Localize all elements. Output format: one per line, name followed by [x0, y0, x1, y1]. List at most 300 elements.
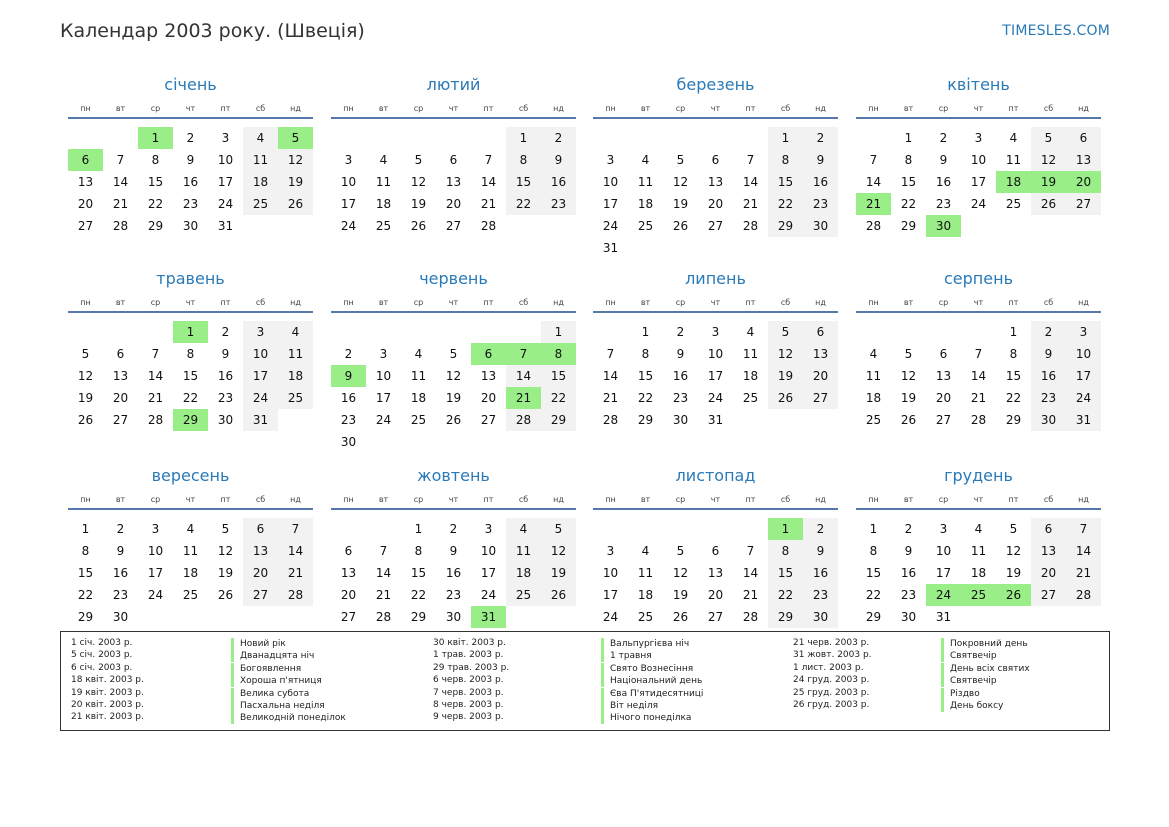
- weekday-label: сб: [780, 495, 791, 504]
- day-cell: 11: [182, 544, 199, 558]
- day-cell: 22: [147, 197, 164, 211]
- day-cell: 25: [637, 610, 654, 624]
- weekday-label: нд: [553, 495, 564, 504]
- day-cell: 12: [1005, 544, 1022, 558]
- day-cell: 23: [112, 588, 129, 602]
- day-cell: 10: [480, 544, 497, 558]
- day-cell: 1: [1009, 325, 1018, 339]
- day-cell: 2: [904, 522, 913, 536]
- day-cell: 20: [77, 197, 94, 211]
- day-cell: 16: [340, 391, 357, 405]
- day-cell: 10: [375, 369, 392, 383]
- day-cell: 18: [506, 562, 541, 584]
- day-cell: 28: [742, 219, 759, 233]
- day-cell: 13: [445, 175, 462, 189]
- day-cell: 4: [186, 522, 195, 536]
- day-cell: 7: [606, 347, 615, 361]
- month-name: березень: [676, 75, 755, 94]
- day-cell: 16: [803, 562, 838, 584]
- holiday-legend: [60, 631, 1110, 731]
- day-cell: 20: [445, 197, 462, 211]
- legend-holiday-name: Великодній понеділок: [231, 712, 346, 724]
- day-cell: 11: [243, 149, 278, 171]
- legend-holiday-name: Єва П'ятидесятниці: [601, 688, 703, 700]
- day-cell: 7: [506, 343, 541, 365]
- day-cell: 13: [803, 343, 838, 365]
- legend-date: 9 черв. 2003 р.: [433, 712, 504, 723]
- legend-holiday-name: День боксу: [941, 700, 1003, 712]
- day-cell: 24: [147, 588, 164, 602]
- day-cell: 2: [939, 131, 948, 145]
- day-cell: 16: [803, 171, 838, 193]
- day-cell: 16: [541, 171, 576, 193]
- day-cell: 28: [147, 413, 164, 427]
- day-cell: 7: [151, 347, 160, 361]
- day-cell: 25: [961, 584, 996, 606]
- day-cell: 30: [803, 215, 838, 237]
- weekday-label: пн: [343, 298, 354, 307]
- day-cell: 14: [375, 566, 392, 580]
- day-cell: 24: [480, 588, 497, 602]
- day-cell: 1: [768, 518, 803, 540]
- day-cell: 9: [541, 149, 576, 171]
- day-cell: 22: [865, 588, 882, 602]
- day-cell: 20: [480, 391, 497, 405]
- legend-holiday-name: Національний день: [601, 675, 702, 687]
- day-cell: 25: [410, 413, 427, 427]
- day-cell: 15: [77, 566, 94, 580]
- day-cell: 13: [1066, 149, 1101, 171]
- day-cell: 21: [112, 197, 129, 211]
- day-cell: 11: [506, 540, 541, 562]
- weekday-label: пт: [220, 298, 231, 307]
- day-cell: 21: [506, 387, 541, 409]
- day-cell: 12: [672, 175, 689, 189]
- day-cell: 3: [344, 153, 353, 167]
- weekday-label: пт: [745, 104, 756, 113]
- day-cell: 23: [900, 588, 917, 602]
- weekday-label: нд: [815, 104, 826, 113]
- day-cell: 5: [221, 522, 230, 536]
- day-cell: 15: [768, 562, 803, 584]
- day-cell: 31: [243, 409, 278, 431]
- day-cell: 27: [480, 413, 497, 427]
- month-divider: [331, 117, 576, 119]
- legend-date: 31 жовт. 2003 р.: [793, 650, 872, 661]
- day-cell: 20: [803, 365, 838, 387]
- day-cell: 13: [340, 566, 357, 580]
- weekday-label: нд: [290, 298, 301, 307]
- day-cell: 16: [182, 175, 199, 189]
- day-cell: 12: [217, 544, 234, 558]
- day-cell: 31: [707, 413, 724, 427]
- legend-date: 1 січ. 2003 р.: [71, 638, 133, 648]
- legend-date: 5 січ. 2003 р.: [71, 650, 133, 661]
- legend-date: 21 квіт. 2003 р.: [71, 712, 144, 723]
- day-cell: 12: [410, 175, 427, 189]
- weekday-label: чт: [710, 495, 721, 504]
- day-cell: 30: [445, 610, 462, 624]
- legend-date: 18 квіт. 2003 р.: [71, 675, 144, 686]
- day-cell: 9: [904, 544, 913, 558]
- day-cell: 5: [676, 544, 685, 558]
- day-cell: 9: [449, 544, 458, 558]
- day-cell: 16: [217, 369, 234, 383]
- day-cell: 24: [926, 584, 961, 606]
- day-cell: 14: [147, 369, 164, 383]
- day-cell: 15: [506, 171, 541, 193]
- day-cell: 23: [1031, 387, 1066, 409]
- day-cell: 2: [221, 325, 230, 339]
- day-cell: 30: [112, 610, 129, 624]
- day-cell: 22: [182, 391, 199, 405]
- day-cell: 29: [541, 409, 576, 431]
- day-cell: 15: [1005, 369, 1022, 383]
- day-cell: 8: [904, 153, 913, 167]
- weekday-label: пт: [220, 495, 231, 504]
- day-cell: 6: [711, 153, 720, 167]
- weekday-label: сб: [780, 104, 791, 113]
- day-cell: 5: [414, 153, 423, 167]
- day-cell: 24: [217, 197, 234, 211]
- day-cell: 28: [506, 409, 541, 431]
- day-cell: 13: [707, 566, 724, 580]
- month-name: січень: [164, 75, 217, 94]
- day-cell: 18: [278, 365, 313, 387]
- day-cell: 25: [375, 219, 392, 233]
- weekday-label: чт: [973, 495, 984, 504]
- day-cell: 6: [803, 321, 838, 343]
- day-cell: 10: [217, 153, 234, 167]
- weekday-label: ср: [150, 298, 161, 307]
- day-cell: 25: [243, 193, 278, 215]
- weekday-label: пн: [868, 298, 879, 307]
- weekday-label: ср: [938, 298, 949, 307]
- day-cell: 5: [449, 347, 458, 361]
- day-cell: 8: [869, 544, 878, 558]
- day-cell: 18: [243, 171, 278, 193]
- legend-date: 1 лист. 2003 р.: [793, 662, 864, 673]
- day-cell: 10: [147, 544, 164, 558]
- day-cell: 22: [637, 391, 654, 405]
- day-cell: 21: [147, 391, 164, 405]
- day-cell: 27: [1031, 584, 1066, 606]
- month-name: листопад: [675, 466, 756, 485]
- month-name: липень: [685, 269, 746, 288]
- day-cell: 12: [768, 343, 803, 365]
- day-cell: 18: [996, 171, 1031, 193]
- day-cell: 20: [935, 391, 952, 405]
- day-cell: 3: [221, 131, 230, 145]
- day-cell: 8: [768, 540, 803, 562]
- day-cell: 5: [1009, 522, 1018, 536]
- legend-date: 21 черв. 2003 р.: [793, 638, 870, 648]
- day-cell: 13: [935, 369, 952, 383]
- day-cell: 15: [637, 369, 654, 383]
- weekday-label: пт: [745, 298, 756, 307]
- weekday-label: пт: [483, 298, 494, 307]
- day-cell: 14: [970, 369, 987, 383]
- weekday-label: вт: [115, 104, 126, 113]
- month-divider: [331, 508, 576, 510]
- day-cell: 14: [1066, 540, 1101, 562]
- day-cell: 19: [541, 562, 576, 584]
- day-cell: 2: [676, 325, 685, 339]
- day-cell: 25: [506, 584, 541, 606]
- day-cell: 14: [278, 540, 313, 562]
- day-cell: 12: [541, 540, 576, 562]
- day-cell: 11: [278, 343, 313, 365]
- weekday-label: вт: [115, 298, 126, 307]
- weekday-label: пн: [80, 298, 91, 307]
- day-cell: 3: [606, 153, 615, 167]
- month-divider: [593, 311, 838, 313]
- day-cell: 27: [707, 610, 724, 624]
- day-cell: 26: [996, 584, 1031, 606]
- day-cell: 28: [1066, 584, 1101, 606]
- day-cell: 25: [182, 588, 199, 602]
- day-cell: 19: [768, 365, 803, 387]
- month-divider: [68, 508, 313, 510]
- day-cell: 3: [974, 131, 983, 145]
- weekday-label: вт: [640, 298, 651, 307]
- day-cell: 10: [602, 566, 619, 580]
- day-cell: 13: [243, 540, 278, 562]
- day-cell: 29: [1005, 413, 1022, 427]
- legend-holiday-name: Нічого понеділка: [601, 712, 691, 724]
- day-cell: 17: [480, 566, 497, 580]
- weekday-label: пн: [605, 495, 616, 504]
- day-cell: 18: [375, 197, 392, 211]
- day-cell: 9: [221, 347, 230, 361]
- day-cell: 30: [803, 606, 838, 628]
- day-cell: 4: [278, 321, 313, 343]
- day-cell: 7: [484, 153, 493, 167]
- day-cell: 6: [116, 347, 125, 361]
- day-cell: 7: [746, 153, 755, 167]
- day-cell: 2: [116, 522, 125, 536]
- day-cell: 13: [480, 369, 497, 383]
- day-cell: 11: [410, 369, 427, 383]
- day-cell: 26: [900, 413, 917, 427]
- day-cell: 3: [243, 321, 278, 343]
- weekday-label: пн: [605, 298, 616, 307]
- day-cell: 20: [340, 588, 357, 602]
- weekday-label: пт: [1008, 104, 1019, 113]
- weekday-label: пт: [483, 495, 494, 504]
- day-cell: 7: [974, 347, 983, 361]
- day-cell: 6: [344, 544, 353, 558]
- weekday-label: пт: [1008, 495, 1019, 504]
- weekday-label: ср: [675, 104, 686, 113]
- day-cell: 14: [480, 175, 497, 189]
- day-cell: 27: [243, 584, 278, 606]
- day-cell: 13: [77, 175, 94, 189]
- day-cell: 19: [278, 171, 313, 193]
- weekday-label: пн: [343, 104, 354, 113]
- day-cell: 1: [173, 321, 208, 343]
- day-cell: 21: [278, 562, 313, 584]
- legend-holiday-name: Дванадцята ніч: [231, 650, 314, 662]
- day-cell: 19: [445, 391, 462, 405]
- day-cell: 24: [602, 219, 619, 233]
- day-cell: 3: [379, 347, 388, 361]
- day-cell: 29: [900, 219, 917, 233]
- day-cell: 9: [676, 347, 685, 361]
- legend-holiday-name: Віт неділя: [601, 700, 658, 712]
- weekday-label: пн: [605, 104, 616, 113]
- day-cell: 19: [217, 566, 234, 580]
- day-cell: 23: [217, 391, 234, 405]
- weekday-label: ср: [150, 104, 161, 113]
- month-name: вересень: [151, 466, 230, 485]
- day-cell: 6: [68, 149, 103, 171]
- day-cell: 10: [707, 347, 724, 361]
- day-cell: 31: [1066, 409, 1101, 431]
- month-name: травень: [156, 269, 225, 288]
- day-cell: 8: [186, 347, 195, 361]
- day-cell: 10: [935, 544, 952, 558]
- day-cell: 8: [768, 149, 803, 171]
- weekday-label: пт: [1008, 298, 1019, 307]
- day-cell: 5: [904, 347, 913, 361]
- weekday-label: чт: [448, 298, 459, 307]
- day-cell: 4: [974, 522, 983, 536]
- weekday-label: вт: [640, 495, 651, 504]
- day-cell: 7: [1066, 518, 1101, 540]
- day-cell: 4: [746, 325, 755, 339]
- day-cell: 23: [182, 197, 199, 211]
- day-cell: 25: [1005, 197, 1022, 211]
- legend-holiday-name: Вальпургієва ніч: [601, 638, 689, 650]
- day-cell: 1: [641, 325, 650, 339]
- day-cell: 12: [672, 566, 689, 580]
- day-cell: 31: [217, 219, 234, 233]
- day-cell: 1: [869, 522, 878, 536]
- day-cell: 25: [278, 387, 313, 409]
- day-cell: 23: [541, 193, 576, 215]
- weekday-label: пн: [80, 104, 91, 113]
- weekday-label: ср: [675, 495, 686, 504]
- day-cell: 12: [77, 369, 94, 383]
- day-cell: 27: [77, 219, 94, 233]
- day-cell: 19: [1031, 171, 1066, 193]
- day-cell: 20: [1031, 562, 1066, 584]
- day-cell: 13: [112, 369, 129, 383]
- day-cell: 29: [768, 606, 803, 628]
- weekday-label: сб: [255, 298, 266, 307]
- weekday-label: пн: [343, 495, 354, 504]
- day-cell: 14: [602, 369, 619, 383]
- month-divider: [68, 117, 313, 119]
- day-cell: 11: [637, 566, 654, 580]
- day-cell: 17: [147, 566, 164, 580]
- legend-date: 29 трав. 2003 р.: [433, 662, 510, 673]
- day-cell: 3: [151, 522, 160, 536]
- day-cell: 11: [637, 175, 654, 189]
- weekday-label: пт: [483, 104, 494, 113]
- weekday-label: нд: [1078, 104, 1089, 113]
- day-cell: 15: [147, 175, 164, 189]
- legend-holiday-name: Велика субота: [231, 688, 309, 700]
- day-cell: 26: [217, 588, 234, 602]
- day-cell: 14: [112, 175, 129, 189]
- day-cell: 6: [243, 518, 278, 540]
- day-cell: 27: [707, 219, 724, 233]
- weekday-label: сб: [518, 298, 529, 307]
- day-cell: 30: [900, 610, 917, 624]
- weekday-label: чт: [448, 104, 459, 113]
- day-cell: 28: [742, 610, 759, 624]
- weekday-label: сб: [1043, 298, 1054, 307]
- weekday-label: сб: [1043, 104, 1054, 113]
- day-cell: 16: [935, 175, 952, 189]
- day-cell: 1: [414, 522, 423, 536]
- day-cell: 17: [707, 369, 724, 383]
- day-cell: 19: [900, 391, 917, 405]
- day-cell: 17: [340, 197, 357, 211]
- day-cell: 11: [970, 544, 987, 558]
- weekday-label: вт: [378, 298, 389, 307]
- day-cell: 22: [77, 588, 94, 602]
- day-cell: 9: [1031, 343, 1066, 365]
- day-cell: 22: [900, 197, 917, 211]
- day-cell: 20: [1066, 171, 1101, 193]
- weekday-label: пт: [745, 495, 756, 504]
- day-cell: 1: [506, 127, 541, 149]
- day-cell: 15: [541, 365, 576, 387]
- day-cell: 31: [935, 610, 952, 624]
- day-cell: 20: [707, 588, 724, 602]
- day-cell: 24: [1066, 387, 1101, 409]
- day-cell: 7: [869, 153, 878, 167]
- day-cell: 9: [331, 365, 366, 387]
- day-cell: 30: [340, 435, 357, 449]
- day-cell: 29: [147, 219, 164, 233]
- day-cell: 24: [375, 413, 392, 427]
- weekday-label: вт: [903, 104, 914, 113]
- weekday-label: чт: [185, 104, 196, 113]
- day-cell: 13: [1031, 540, 1066, 562]
- day-cell: 4: [641, 153, 650, 167]
- day-cell: 27: [935, 413, 952, 427]
- day-cell: 12: [1031, 149, 1066, 171]
- day-cell: 16: [672, 369, 689, 383]
- day-cell: 6: [471, 343, 506, 365]
- day-cell: 27: [1066, 193, 1101, 215]
- site-link[interactable]: TIMESLES.COM: [1002, 23, 1110, 39]
- month-name: лютий: [426, 75, 481, 94]
- month-name: грудень: [944, 466, 1013, 485]
- day-cell: 2: [344, 347, 353, 361]
- weekday-label: сб: [518, 495, 529, 504]
- day-cell: 17: [217, 175, 234, 189]
- weekday-label: нд: [1078, 495, 1089, 504]
- day-cell: 2: [186, 131, 195, 145]
- legend-date: 30 квіт. 2003 р.: [433, 638, 506, 648]
- day-cell: 26: [672, 610, 689, 624]
- month-divider: [593, 117, 838, 119]
- day-cell: 2: [1031, 321, 1066, 343]
- weekday-label: вт: [903, 298, 914, 307]
- day-cell: 1: [81, 522, 90, 536]
- weekday-label: ср: [413, 104, 424, 113]
- day-cell: 18: [637, 588, 654, 602]
- day-cell: 24: [340, 219, 357, 233]
- day-cell: 4: [506, 518, 541, 540]
- day-cell: 4: [379, 153, 388, 167]
- weekday-label: пт: [220, 104, 231, 113]
